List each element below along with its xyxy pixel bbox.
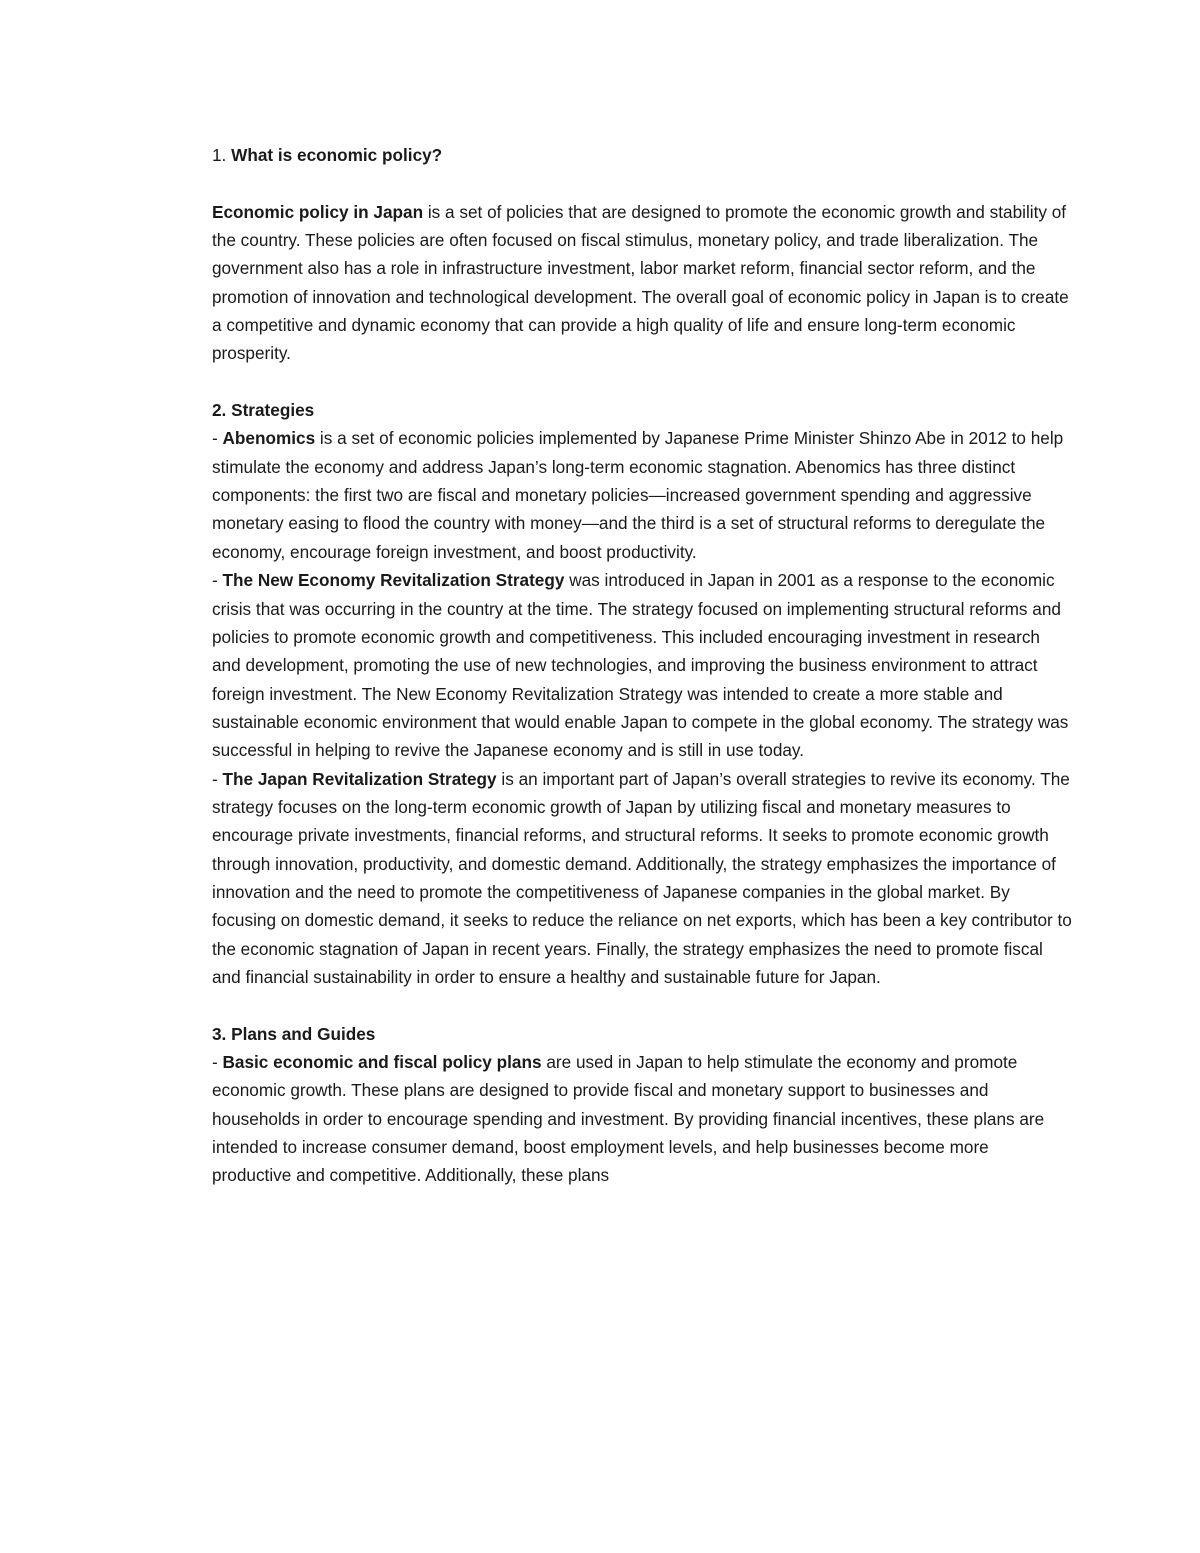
section-1-heading — [212, 141, 1072, 169]
plan-item-text: are used in Japan to help stimulate the economy and promote economic growth. These plans are designed to provide fiscal and monetary support to businesses and households in order to encourage spending and investment. By providing financial incentives, these plans are intended to increase consumer demand, boost employment levels, and help businesses become more productive and competitive. Additionally, these plans — [212, 1052, 1045, 1186]
section-1-title: What is economic policy? — [231, 145, 443, 165]
spacer — [212, 169, 1072, 197]
strategy-item-abenomics — [212, 424, 1072, 566]
section-2-title: 2. Strategies — [212, 400, 315, 421]
spacer — [212, 991, 1072, 1019]
strategy-item-text: is an important part of Japan’s overall strategies to revive its economy. The strategy focuses on the long-term economic growth of Japan by utilizing fiscal and monetary measures to encourage private investments, financial reforms, and structural reforms. It seeks to promote economic growth through innovation, productivity, and domestic demand. Additionally, the strategy emphasizes the importance of innovation and the need to promote the competitiveness of Japanese companies in the global market. By focusing on domestic demand, it seeks to reduce the reliance on net exports, which has been a key contributor to the economic stagnation of Japan in recent years. Finally, the strategy emphasizes the need to promote fiscal and financial sustainability in order to ensure a healthy and sustainable future for Japan. — [212, 768, 1072, 987]
list-dash: - — [212, 428, 223, 449]
strategy-item-japan-revitalization — [212, 765, 1072, 992]
section-1-number: 1. — [212, 145, 227, 165]
section-1-paragraph — [212, 198, 1072, 368]
list-dash: - — [212, 1052, 223, 1072]
strategy-item-new-economy — [212, 566, 1072, 764]
section-2-heading — [212, 396, 1072, 424]
plan-item-basic-policy — [212, 1048, 1072, 1190]
section-1-lead: Economic policy in Japan — [212, 201, 424, 222]
strategy-item-text: is a set of economic policies implemented by Japanese Prime Minister Shinzo Abe in 2012 to help stimulate the economy and address Japan’s long-term economic stagnation. Abenomics has three distinct components: the first two are fiscal and monetary policies—increased government spending and aggressive monetary easing to flood the country with money—and the third is a set of structural reforms to deregulate the economy, encourage foreign investment, and boost productivity. — [212, 428, 1064, 562]
spacer — [212, 368, 1072, 396]
list-dash: - — [212, 570, 223, 591]
section-3-heading — [212, 1020, 1072, 1048]
list-dash: - — [212, 768, 223, 789]
section-1-text: is a set of policies that are designed to promote the economic growth and stability of the country. These policies are often focused on fiscal stimulus, monetary policy, and trade liberalization. The government also has a role in infrastructure investment, labor market reform, financial sector reform, and the promotion of innovation and technological development. The overall goal of economic policy in Japan is to create a competitive and dynamic economy that can provide a high quality of life and ensure long-term economic prosperity. — [212, 201, 1069, 364]
section-3-title: 3. Plans and Guides — [212, 1023, 376, 1044]
strategy-item-title: The Japan Revitalization Strategy — [222, 768, 497, 789]
strategy-item-text: was introduced in Japan in 2001 as a response to the economic crisis that was occurring in the country at the time. The strategy focused on implementing structural reforms and policies to promote economic growth and competitiveness. This included encouraging investment in research and development, promoting the use of new technologies, and improving the business environment to attract foreign investment. The New Economy Revitalization Strategy was intended to create a more stable and sustainable economic environment that would enable Japan to compete in the global economy. The strategy was successful in helping to revive the Japanese economy and is still in use today. — [212, 570, 1069, 761]
document-body — [212, 141, 1072, 1190]
strategy-item-title: Abenomics — [222, 428, 316, 449]
strategy-item-title: The New Economy Revitalization Strategy — [222, 570, 565, 591]
plan-item-title: Basic economic and fiscal policy plans — [222, 1052, 542, 1072]
